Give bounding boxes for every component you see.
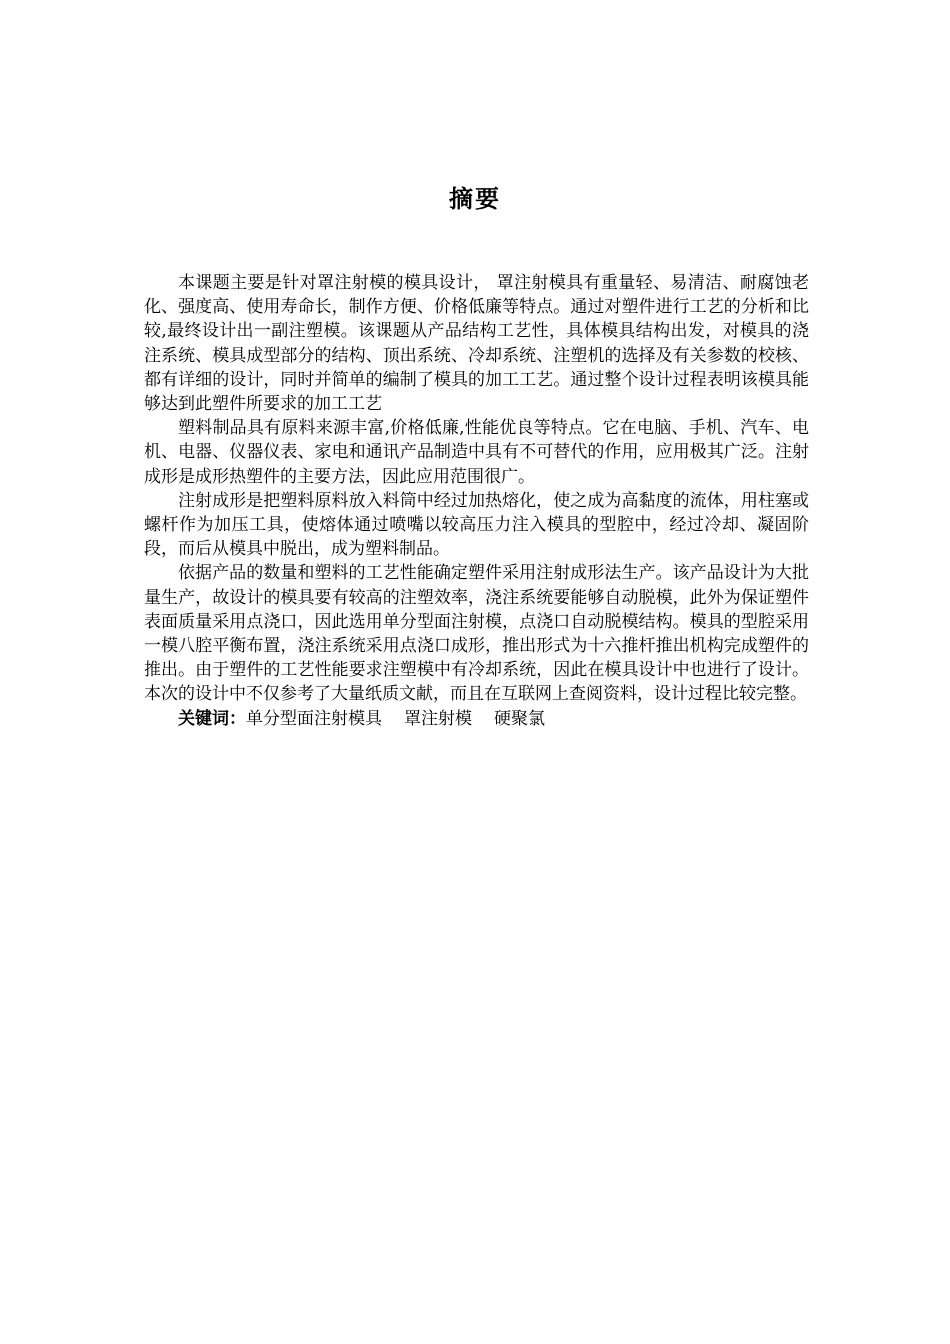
abstract-paragraph-2: 塑料制品具有原料来源丰富,价格低廉,性能优良等特点。它在电脑、手机、汽车、电机、电器、仪器仪表、家电和通讯产品制造中具有不可替代的作用，应用极其广泛。注射成形是成形热塑件的主要方法，因此应用范围很广。: [144, 418, 809, 487]
abstract-paragraph-1: 本课题主要是针对罩注射模的模具设计， 罩注射模具有重量轻、易清洁、耐腐蚀老化、强度高、使用寿命长，制作方便、价格低廉等特点。通过对塑件进行工艺的分析和比较,最终设计出一副注塑模。该课题从产品结构工艺性，具体模具结构出发，对模具的浇注系统、模具成型部分的结构、顶出系统、冷却系统、注塑机的选择及有关参数的校核、都有详细的设计，同时并简单的编制了模具的加工工艺。通过整个设计过程表明该模具能够达到此塑件所要求的加工工艺: [144, 273, 809, 415]
abstract-paragraph-3: 注射成形是把塑料原料放入料筒中经过加热熔化，使之成为高黏度的流体，用柱塞或螺杆作为加压工具，使熔体通过喷嘴以较高压力注入模具的型腔中，经过冷却、凝固阶段，而后从模具中脱出，成为塑料制品。: [144, 490, 809, 560]
keyword-item: 硬聚氯: [494, 708, 545, 729]
abstract-paragraph-4: 依据产品的数量和塑料的工艺性能确定塑件采用注射成形法生产。该产品设计为大批量生产，故设计的模具要有较高的注塑效率，浇注系统要能够自动脱模，此外为保证塑件表面质量采用点浇口，因此选用单分型面注射模，点浇口自动脱模结构。模具的型腔采用一模八腔平衡布置，浇注系统采用点浇口成形，推出形式为十六推杆推出机构完成塑件的推出。由于塑件的工艺性能要求注塑模中有冷却系统，因此在模具设计中也进行了设计。本次的设计中不仅参考了大量纸质文献，而且在互联网上查阅资料，设计过程比较完整。: [144, 563, 809, 705]
keywords-label: 关键词：: [178, 708, 246, 729]
keywords-line: [144, 707, 809, 731]
keyword-item: 罩注射模: [404, 708, 472, 729]
keyword-item: 单分型面注射模具: [246, 708, 382, 729]
abstract-body: [144, 271, 809, 731]
page-title: 摘要: [449, 185, 501, 213]
